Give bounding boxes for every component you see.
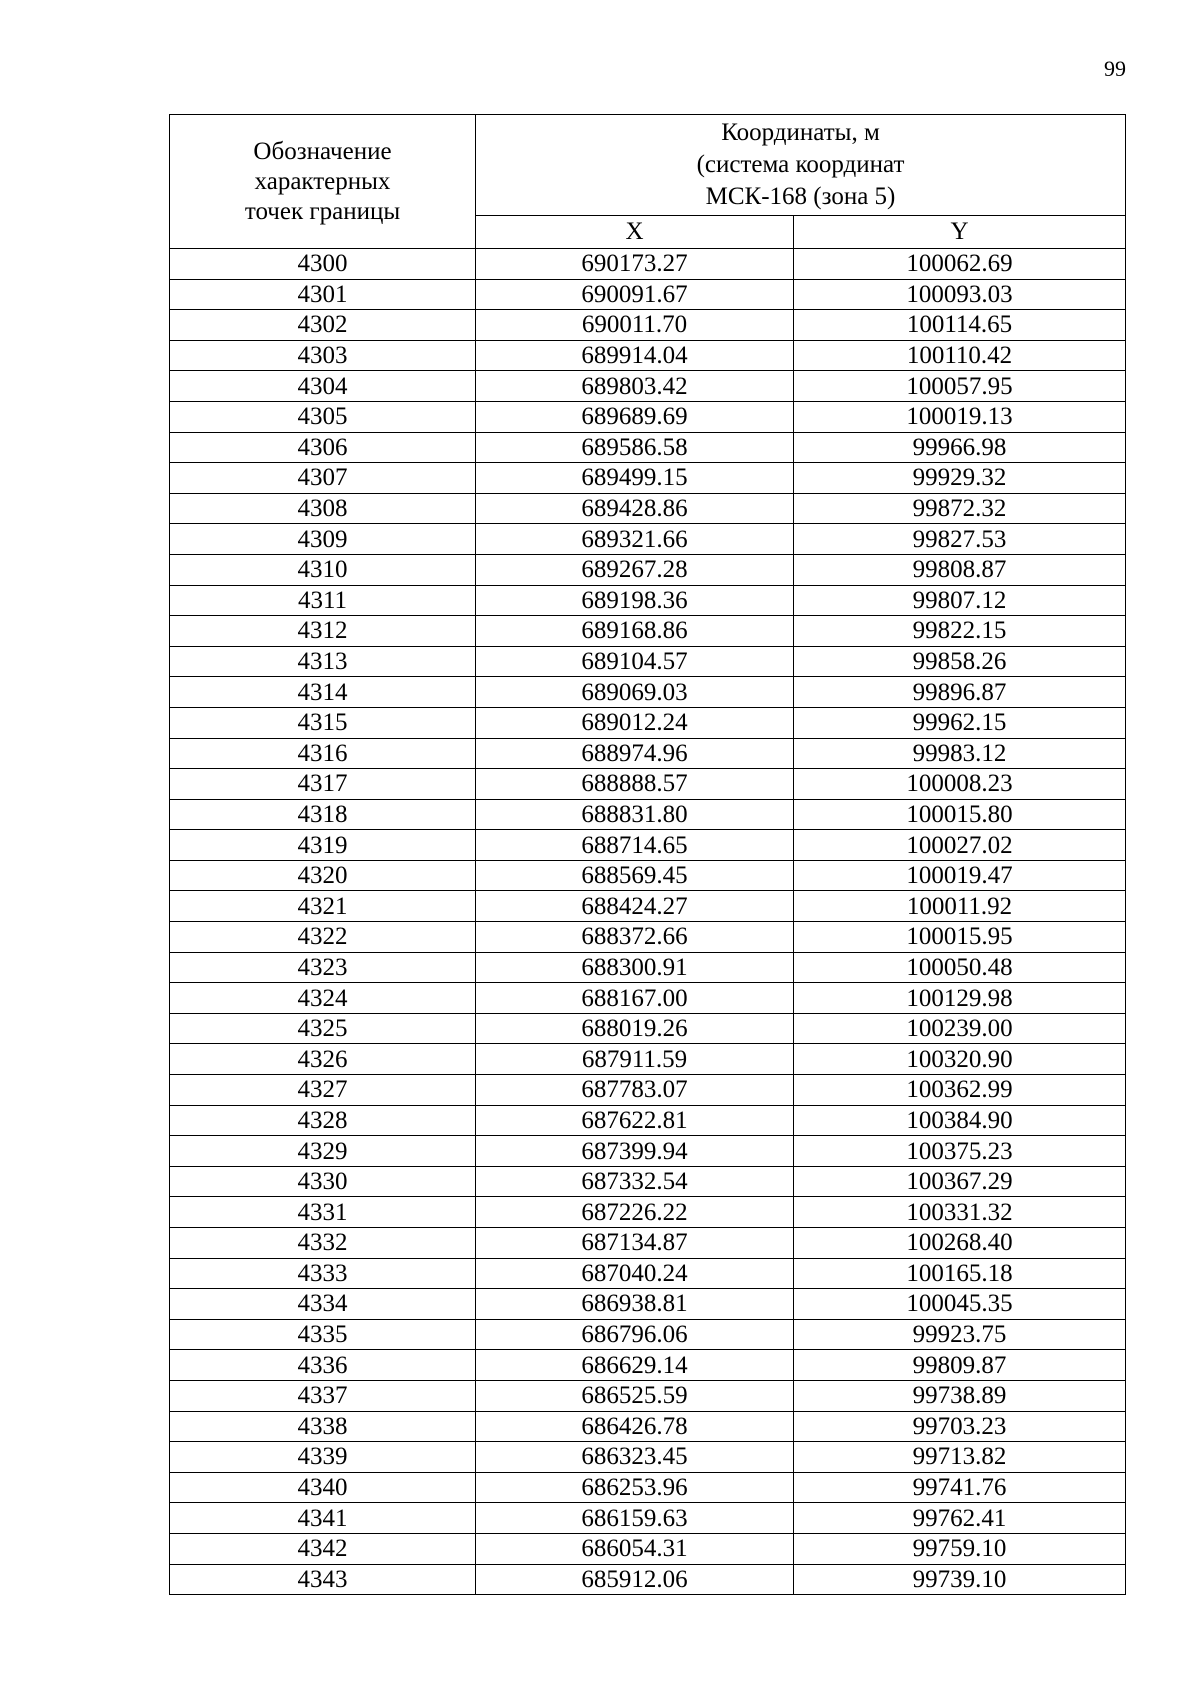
x-cell: 686159.63 — [476, 1503, 794, 1534]
table-row — [170, 1013, 1126, 1044]
y-cell: 100062.69 — [794, 249, 1126, 280]
x-cell: 689586.58 — [476, 432, 794, 463]
point-cell: 4325 — [170, 1013, 476, 1044]
table-row — [170, 1289, 1126, 1320]
table-row — [170, 738, 1126, 769]
x-cell: 686253.96 — [476, 1472, 794, 1503]
x-cell: 688714.65 — [476, 830, 794, 861]
y-cell: 99929.32 — [794, 463, 1126, 494]
table-row — [170, 860, 1126, 891]
y-cell: 100019.47 — [794, 860, 1126, 891]
x-cell: 690091.67 — [476, 279, 794, 310]
point-cell: 4301 — [170, 279, 476, 310]
x-cell: 689321.66 — [476, 524, 794, 555]
table-row — [170, 310, 1126, 341]
table-row — [170, 371, 1126, 402]
table-row — [170, 1564, 1126, 1595]
y-cell: 99738.89 — [794, 1380, 1126, 1411]
y-cell: 100268.40 — [794, 1228, 1126, 1259]
y-cell: 99872.32 — [794, 493, 1126, 524]
x-cell: 688300.91 — [476, 952, 794, 983]
x-cell: 687226.22 — [476, 1197, 794, 1228]
table-row — [170, 493, 1126, 524]
x-cell: 687783.07 — [476, 1075, 794, 1106]
point-column-header — [170, 115, 476, 249]
table-row — [170, 432, 1126, 463]
y-cell: 100384.90 — [794, 1105, 1126, 1136]
x-cell: 689428.86 — [476, 493, 794, 524]
point-header-line: точек границы — [244, 197, 401, 225]
table-row — [170, 1319, 1126, 1350]
table-row — [170, 1105, 1126, 1136]
table-row — [170, 983, 1126, 1014]
point-cell: 4326 — [170, 1044, 476, 1075]
point-cell: 4310 — [170, 554, 476, 585]
y-cell: 100165.18 — [794, 1258, 1126, 1289]
x-cell: 689803.42 — [476, 371, 794, 402]
y-cell: 100320.90 — [794, 1044, 1126, 1075]
x-cell: 689499.15 — [476, 463, 794, 494]
y-cell: 100239.00 — [794, 1013, 1126, 1044]
point-cell: 4336 — [170, 1350, 476, 1381]
table-row — [170, 249, 1126, 280]
point-header-line: Обозначение — [253, 137, 392, 165]
x-cell: 689012.24 — [476, 707, 794, 738]
y-cell: 100008.23 — [794, 769, 1126, 800]
x-cell: 687134.87 — [476, 1228, 794, 1259]
y-cell: 99809.87 — [794, 1350, 1126, 1381]
table-body — [170, 249, 1126, 1595]
y-cell: 100362.99 — [794, 1075, 1126, 1106]
point-cell: 4303 — [170, 340, 476, 371]
x-cell: 689267.28 — [476, 554, 794, 585]
y-cell: 99923.75 — [794, 1319, 1126, 1350]
table-row — [170, 1533, 1126, 1564]
point-cell: 4311 — [170, 585, 476, 616]
table-row — [170, 922, 1126, 953]
table-row — [170, 279, 1126, 310]
table-header — [170, 115, 1126, 249]
point-cell: 4342 — [170, 1533, 476, 1564]
table-row — [170, 463, 1126, 494]
x-cell: 686323.45 — [476, 1442, 794, 1473]
point-cell: 4319 — [170, 830, 476, 861]
x-cell: 688831.80 — [476, 799, 794, 830]
point-cell: 4331 — [170, 1197, 476, 1228]
table-row — [170, 1411, 1126, 1442]
point-cell: 4339 — [170, 1442, 476, 1473]
point-cell: 4306 — [170, 432, 476, 463]
y-cell: 100015.95 — [794, 922, 1126, 953]
point-cell: 4313 — [170, 646, 476, 677]
y-cell: 100110.42 — [794, 340, 1126, 371]
table-row — [170, 799, 1126, 830]
point-cell: 4316 — [170, 738, 476, 769]
y-cell: 99896.87 — [794, 677, 1126, 708]
x-cell: 687622.81 — [476, 1105, 794, 1136]
x-cell: 688888.57 — [476, 769, 794, 800]
coordinates-header-line: МСК-168 (зона 5) — [705, 182, 896, 210]
table-row — [170, 1442, 1126, 1473]
x-cell: 689069.03 — [476, 677, 794, 708]
x-cell: 690011.70 — [476, 310, 794, 341]
y-cell: 99762.41 — [794, 1503, 1126, 1534]
table-row — [170, 1258, 1126, 1289]
table-row — [170, 340, 1126, 371]
table-row — [170, 1166, 1126, 1197]
table-row — [170, 830, 1126, 861]
point-cell: 4322 — [170, 922, 476, 953]
table-row — [170, 952, 1126, 983]
point-cell: 4321 — [170, 891, 476, 922]
table-row — [170, 1197, 1126, 1228]
table-row — [170, 585, 1126, 616]
point-cell: 4300 — [170, 249, 476, 280]
table-row — [170, 401, 1126, 432]
x-cell: 685912.06 — [476, 1564, 794, 1595]
table-row — [170, 1075, 1126, 1106]
table-row — [170, 1472, 1126, 1503]
table-row — [170, 707, 1126, 738]
point-cell: 4337 — [170, 1380, 476, 1411]
point-cell: 4307 — [170, 463, 476, 494]
point-cell: 4332 — [170, 1228, 476, 1259]
point-cell: 4327 — [170, 1075, 476, 1106]
table-row — [170, 616, 1126, 647]
point-cell: 4324 — [170, 983, 476, 1014]
x-cell: 688372.66 — [476, 922, 794, 953]
table-row — [170, 1350, 1126, 1381]
x-cell: 687332.54 — [476, 1166, 794, 1197]
table-row — [170, 646, 1126, 677]
point-cell: 4343 — [170, 1564, 476, 1595]
coordinates-table — [169, 114, 1126, 1595]
y-cell: 99713.82 — [794, 1442, 1126, 1473]
table-row — [170, 554, 1126, 585]
x-cell: 689168.86 — [476, 616, 794, 647]
x-cell: 687040.24 — [476, 1258, 794, 1289]
x-cell: 689104.57 — [476, 646, 794, 677]
y-cell: 100045.35 — [794, 1289, 1126, 1320]
y-cell: 100375.23 — [794, 1136, 1126, 1167]
y-cell: 99808.87 — [794, 554, 1126, 585]
table-row — [170, 1380, 1126, 1411]
x-cell: 686426.78 — [476, 1411, 794, 1442]
point-cell: 4335 — [170, 1319, 476, 1350]
point-cell: 4333 — [170, 1258, 476, 1289]
x-cell: 689198.36 — [476, 585, 794, 616]
y-cell: 100129.98 — [794, 983, 1126, 1014]
point-cell: 4323 — [170, 952, 476, 983]
x-cell: 689689.69 — [476, 401, 794, 432]
point-cell: 4314 — [170, 677, 476, 708]
y-cell: 99703.23 — [794, 1411, 1126, 1442]
y-cell: 100057.95 — [794, 371, 1126, 402]
x-cell: 690173.27 — [476, 249, 794, 280]
y-cell: 100114.65 — [794, 310, 1126, 341]
y-cell: 100050.48 — [794, 952, 1126, 983]
point-cell: 4340 — [170, 1472, 476, 1503]
y-cell: 100015.80 — [794, 799, 1126, 830]
coordinates-column-header — [476, 115, 1126, 216]
coordinates-header-line: (система координат — [696, 150, 905, 178]
y-cell: 99807.12 — [794, 585, 1126, 616]
x-cell: 688424.27 — [476, 891, 794, 922]
x-column-header: X — [476, 215, 794, 249]
point-header-line: характерных — [254, 167, 391, 195]
point-cell: 4318 — [170, 799, 476, 830]
point-cell: 4315 — [170, 707, 476, 738]
point-cell: 4305 — [170, 401, 476, 432]
y-cell: 99759.10 — [794, 1533, 1126, 1564]
table-row — [170, 891, 1126, 922]
y-cell: 99962.15 — [794, 707, 1126, 738]
x-cell: 686938.81 — [476, 1289, 794, 1320]
y-cell: 99739.10 — [794, 1564, 1126, 1595]
x-cell: 688019.26 — [476, 1013, 794, 1044]
y-cell: 100011.92 — [794, 891, 1126, 922]
x-cell: 689914.04 — [476, 340, 794, 371]
y-cell: 99966.98 — [794, 432, 1126, 463]
point-cell: 4312 — [170, 616, 476, 647]
y-cell: 99983.12 — [794, 738, 1126, 769]
point-cell: 4308 — [170, 493, 476, 524]
point-cell: 4302 — [170, 310, 476, 341]
table-row — [170, 1228, 1126, 1259]
table-row — [170, 769, 1126, 800]
y-cell: 99822.15 — [794, 616, 1126, 647]
point-cell: 4320 — [170, 860, 476, 891]
point-cell: 4328 — [170, 1105, 476, 1136]
y-cell: 100331.32 — [794, 1197, 1126, 1228]
x-cell: 688569.45 — [476, 860, 794, 891]
table-row — [170, 1503, 1126, 1534]
point-cell: 4338 — [170, 1411, 476, 1442]
point-cell: 4304 — [170, 371, 476, 402]
x-cell: 688974.96 — [476, 738, 794, 769]
x-cell: 687911.59 — [476, 1044, 794, 1075]
x-cell: 686796.06 — [476, 1319, 794, 1350]
y-cell: 100019.13 — [794, 401, 1126, 432]
point-cell: 4330 — [170, 1166, 476, 1197]
table-row — [170, 1136, 1126, 1167]
point-cell: 4317 — [170, 769, 476, 800]
x-cell: 686054.31 — [476, 1533, 794, 1564]
point-cell: 4334 — [170, 1289, 476, 1320]
y-cell: 100367.29 — [794, 1166, 1126, 1197]
coordinates-header-line: Координаты, м — [721, 118, 880, 146]
y-cell: 100027.02 — [794, 830, 1126, 861]
point-cell: 4329 — [170, 1136, 476, 1167]
point-cell: 4309 — [170, 524, 476, 555]
table-row — [170, 524, 1126, 555]
x-cell: 687399.94 — [476, 1136, 794, 1167]
table-row — [170, 677, 1126, 708]
x-cell: 686629.14 — [476, 1350, 794, 1381]
x-cell: 686525.59 — [476, 1380, 794, 1411]
y-cell: 99858.26 — [794, 646, 1126, 677]
table-row — [170, 1044, 1126, 1075]
x-cell: 688167.00 — [476, 983, 794, 1014]
y-cell: 99827.53 — [794, 524, 1126, 555]
y-column-header: Y — [794, 215, 1126, 249]
y-cell: 100093.03 — [794, 279, 1126, 310]
y-cell: 99741.76 — [794, 1472, 1126, 1503]
point-cell: 4341 — [170, 1503, 476, 1534]
page-number: 99 — [1104, 56, 1126, 81]
